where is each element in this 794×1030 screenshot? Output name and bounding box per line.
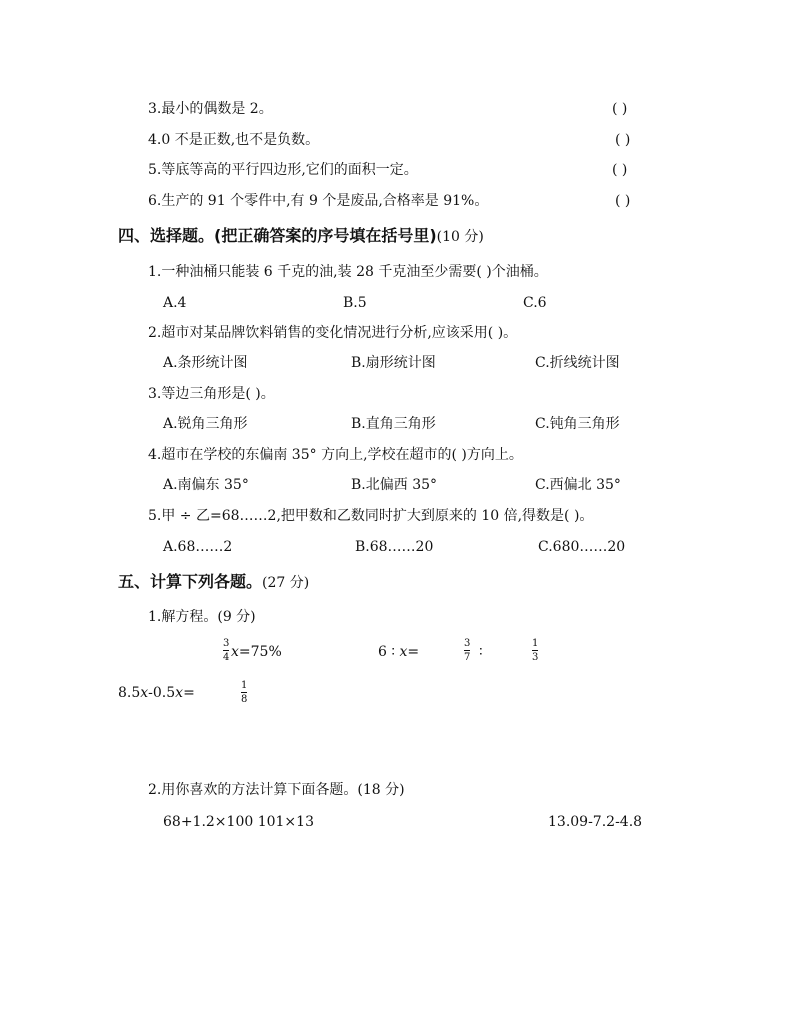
equation-rhs: =75% (238, 644, 282, 660)
choice-question-5: 5.甲 ÷ 乙=68……2,把甲数和乙数同时扩大到原来的 10 倍,得数是( )。 (148, 508, 594, 524)
option-a[interactable]: A.68……2 (163, 539, 233, 555)
variable-x: x (231, 644, 239, 660)
option-c[interactable]: C.钝角三角形 (535, 416, 620, 432)
ratio-sign: ∶ (479, 644, 483, 660)
variable-x: x (140, 685, 149, 701)
variable-x: x (175, 685, 184, 701)
fraction-bar (464, 650, 470, 651)
option-b[interactable]: B.68……20 (355, 539, 434, 555)
option-c[interactable]: C.西偏北 35° (535, 477, 621, 493)
option-c[interactable]: C.680……20 (538, 539, 626, 555)
equals-sign: = (407, 644, 420, 660)
denominator: 4 (223, 652, 230, 663)
answer-bracket[interactable]: ( ) (612, 162, 628, 178)
fraction-bar (223, 650, 229, 651)
section-4-header (118, 227, 484, 246)
judge-item-4: 4.0 不是正数,也不是负数。 (148, 132, 320, 148)
fraction-bar (241, 692, 247, 693)
equation-2 (378, 643, 419, 661)
denominator: 7 (464, 652, 471, 663)
fraction (241, 680, 247, 705)
option-a[interactable]: A.条形统计图 (163, 355, 248, 371)
choice-question-3: 3.等边三角形是( )。 (148, 386, 275, 402)
answer-bracket[interactable]: ( ) (615, 132, 631, 148)
calc-problem-right: 13.09-7.2-4.8 (548, 814, 643, 830)
judge-item-3: 3.最小的偶数是 2。 (148, 101, 273, 117)
option-a[interactable]: A.4 (163, 295, 187, 311)
section-4-score: (10 分) (436, 229, 484, 245)
equation-3 (118, 684, 195, 702)
section-5-title: 五、计算下列各题。 (118, 572, 263, 591)
sub-question-2: 2.用你喜欢的方法计算下面各题。(18 分) (148, 782, 405, 798)
section-5-header (118, 573, 309, 592)
choice-question-4: 4.超市在学校的东偏南 35° 方向上,学校在超市的( )方向上。 (148, 447, 523, 463)
option-c[interactable]: C.折线统计图 (535, 355, 620, 371)
fraction (532, 638, 538, 663)
option-a[interactable]: A.锐角三角形 (163, 416, 248, 432)
numerator: 1 (241, 680, 248, 691)
coefficient: -0.5 (148, 685, 176, 701)
section-4-title: 四、选择题。 (118, 226, 215, 245)
calc-problems-left: 68+1.2×100 101×13 (163, 814, 314, 830)
fraction (223, 638, 229, 663)
choice-question-2: 2.超市对某品牌饮料销售的变化情况进行分析,应该采用( )。 (148, 325, 518, 341)
fraction (464, 638, 470, 663)
coefficient: 8.5 (118, 685, 141, 701)
equation-lhs: 6 ∶ (378, 644, 400, 660)
choice-question-1: 1.一种油桶只能装 6 千克的油,装 28 千克油至少需要( )个油桶。 (148, 264, 548, 280)
numerator: 3 (223, 638, 230, 649)
judge-item-6: 6.生产的 91 个零件中,有 9 个是废品,合格率是 91%。 (148, 193, 489, 209)
section-5-score: (27 分) (262, 575, 310, 591)
option-b[interactable]: B.北偏西 35° (351, 477, 438, 493)
equals-sign: = (183, 685, 195, 701)
sub-question-1: 1.解方程。(9 分) (148, 609, 256, 625)
denominator: 8 (241, 694, 248, 705)
option-b[interactable]: B.直角三角形 (351, 416, 436, 432)
option-b[interactable]: B.扇形统计图 (351, 355, 436, 371)
option-a[interactable]: A.南偏东 35° (163, 477, 249, 493)
answer-bracket[interactable]: ( ) (615, 193, 631, 209)
option-c[interactable]: C.6 (523, 295, 547, 311)
fraction-bar (532, 650, 538, 651)
section-4-subtitle: (把正确答案的序号填在括号里) (214, 226, 437, 245)
variable-x: x (399, 644, 408, 660)
equation-1 (231, 643, 282, 661)
numerator: 1 (532, 638, 539, 649)
numerator: 3 (464, 638, 471, 649)
judge-item-5: 5.等底等高的平行四边形,它们的面积一定。 (148, 162, 418, 178)
denominator: 3 (532, 652, 539, 663)
answer-bracket[interactable]: ( ) (612, 101, 628, 117)
option-b[interactable]: B.5 (343, 295, 367, 311)
